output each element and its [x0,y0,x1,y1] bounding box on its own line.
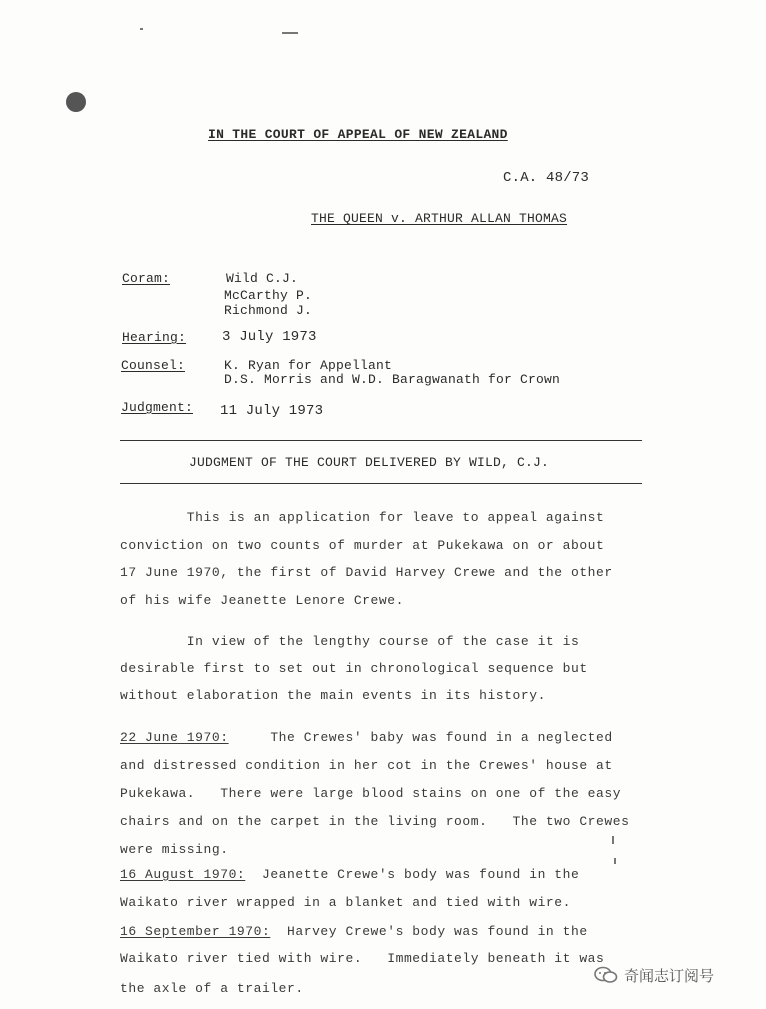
paragraph-line: Waikato river wrapped in a blanket and tied with wire. [120,895,571,910]
paragraph-line: Pukekawa. There were large blood stains on one of the easy [120,786,622,801]
judgment-heading: JUDGMENT OF THE COURT DELIVERED BY WILD, C.J. [189,455,550,470]
hearing-label: Hearing: [122,330,187,345]
paragraph-line: were missing. [120,842,229,857]
event-date: 16 September 1970: [120,924,271,939]
paragraph-line: In view of the lengthy course of the case it is [120,634,580,649]
scan-speck [614,858,616,864]
scan-speck [612,836,614,844]
event-text: The Crewes' baby was found in a neglected [228,730,613,745]
scan-speck [282,32,298,34]
paragraph-line: and distressed condition in her cot in the Crewes' house at [120,758,613,773]
paragraph-line: without elaboration the main events in its history. [120,688,546,703]
paragraph-line: Waikato river tied with wire. Immediately beneath it was [120,951,605,966]
paragraph-line: This is an application for leave to appeal against [120,510,605,525]
divider-top [120,440,642,441]
coram-judge: Wild C.J. [226,271,299,286]
event-date: 16 August 1970: [120,867,246,882]
coram-judge: McCarthy P. [224,288,313,303]
event-entry [120,925,588,938]
paragraph-line: of his wife Jeanette Lenore Crewe. [120,593,404,608]
judgment-label: Judgment: [121,400,194,415]
event-entry [120,868,579,881]
coram-label: Coram: [122,271,171,286]
event-text: Harvey Crewe's body was found in the [270,924,588,939]
divider-bottom [120,483,642,484]
court-title: IN THE COURT OF APPEAL OF NEW ZEALAND [208,127,508,142]
paragraph-line: the axle of a trailer. [120,981,304,996]
paragraph-line: conviction on two counts of murder at Pukekawa on or about [120,538,605,553]
event-date: 22 June 1970: [120,730,229,745]
counsel-label: Counsel: [121,358,186,373]
punch-hole [66,92,86,112]
counsel-line: K. Ryan for Appellant [224,358,393,373]
case-number: C.A. 48/73 [503,170,590,186]
watermark-text: 奇闻志订阅号 [624,966,715,985]
case-name: THE QUEEN v. ARTHUR ALLAN THOMAS [311,211,568,226]
paragraph-line: chairs and on the carpet in the living room. The two Crewes [120,814,630,829]
counsel-line: D.S. Morris and W.D. Baragwanath for Crown [224,372,561,387]
paragraph-line: 17 June 1970, the first of David Harvey Crewe and the other [120,565,613,580]
event-entry [120,731,613,744]
paragraph-line: desirable first to set out in chronological sequence but [120,661,588,676]
event-text: Jeanette Crewe's body was found in the [245,867,580,882]
judgment-date: 11 July 1973 [220,403,324,419]
watermark [594,962,714,988]
scan-speck [140,28,143,30]
wechat-official-account-icon [594,965,618,985]
hearing-date: 3 July 1973 [222,329,317,345]
coram-judge: Richmond J. [224,303,313,318]
